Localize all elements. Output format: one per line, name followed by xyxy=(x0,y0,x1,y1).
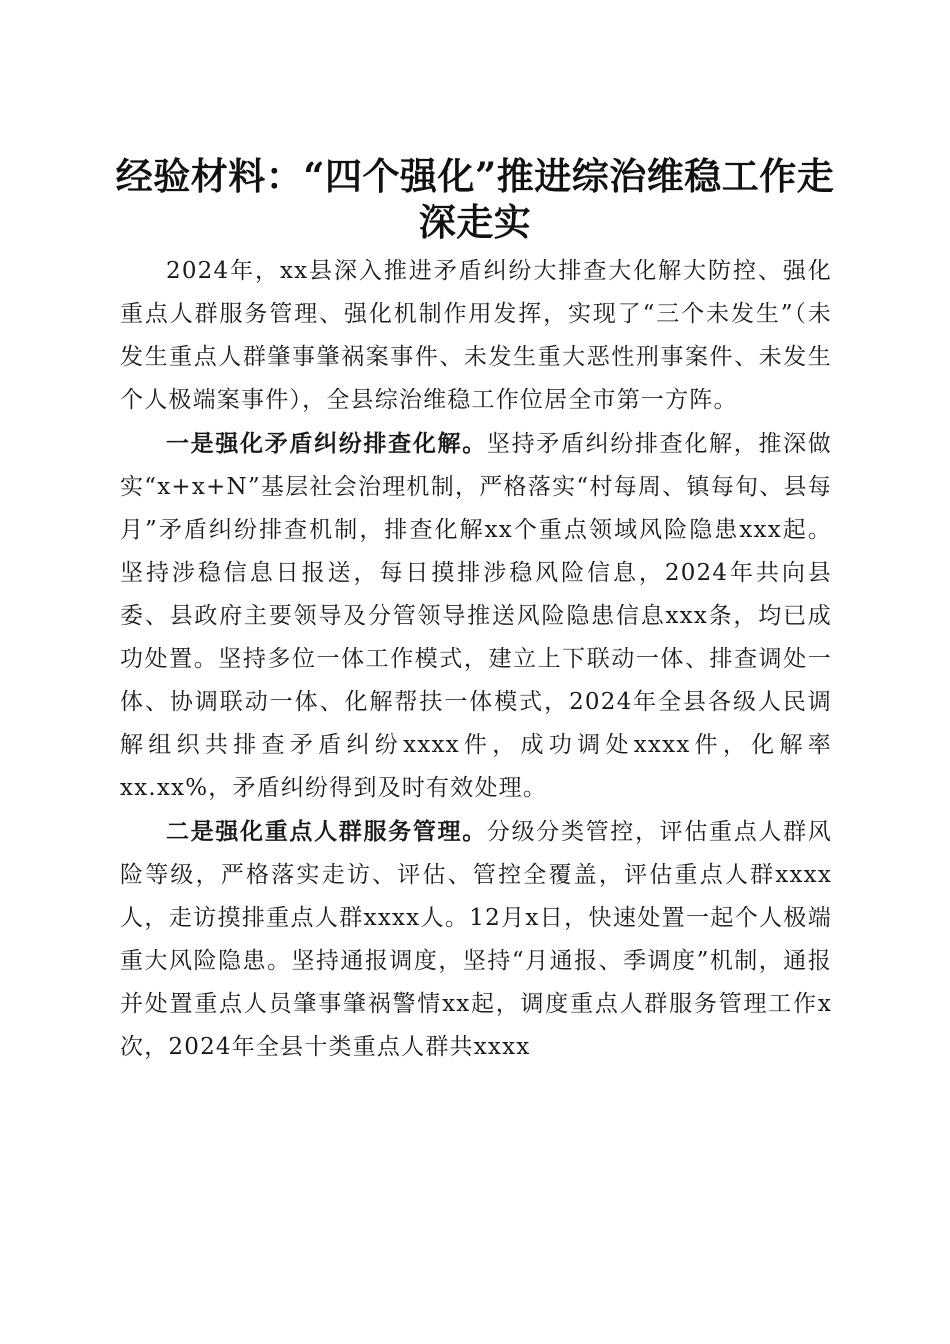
document-body xyxy=(120,250,832,1069)
paragraph-intro xyxy=(120,250,832,422)
paragraph-key-groups xyxy=(120,810,832,1069)
paragraph-lead: 二是强化重点人群服务管理。 xyxy=(166,818,487,845)
paragraph-dispute-resolution xyxy=(120,422,832,810)
paragraph-text: 2024年，xx县深入推进矛盾纠纷大排查大化解大防控、强化重点人群服务管理、强化机制作用发挥，实现了“三个未发生”（未发生重点人群肇事肇祸案事件、未发生重大恶性刑事案件、未发生个人极端案事件），全县综治维稳工作位居全市第一方阵。 xyxy=(120,258,832,413)
document-title: 经验材料：“四个强化”推进综治维稳工作走深走实 xyxy=(115,153,835,244)
paragraph-text: 坚持矛盾纠纷排查化解，推深做实“x+x+N”基层社会治理机制，严格落实“村每周、镇每旬、县每月”矛盾纠纷排查机制，排查化解xx个重点领域风险隐患xxx起。坚持涉稳信息日报送，每日摸排涉稳风险信息，2024年共向县委、县政府主要领导及分管领导推送风险隐患信息xxx条，均已成功处置。坚持多位一体工作模式，建立上下联动一体、排查调处一体、协调联动一体、化解帮扶一体模式，2024年全县各级人民调解组织共排查矛盾纠纷xxxx件，成功调处xxxx件，化解率xx.xx%，矛盾纠纷得到及时有效处理。 xyxy=(120,431,832,801)
paragraph-text: 分级分类管控，评估重点人群风险等级，严格落实走访、评估、管控全覆盖，评估重点人群xxxx人，走访摸排重点人群xxxx人。12月x日，快速处置一起个人极端重大风险隐患。坚持通报调度，坚持“月通报、季调度”机制，通报并处置重点人员肇事肇祸警情xx起，调度重点人群服务管理工作x次，2024年全县十类重点人群共xxxx xyxy=(120,819,832,1060)
paragraph-lead: 一是强化矛盾纠纷排查化解。 xyxy=(166,430,487,457)
